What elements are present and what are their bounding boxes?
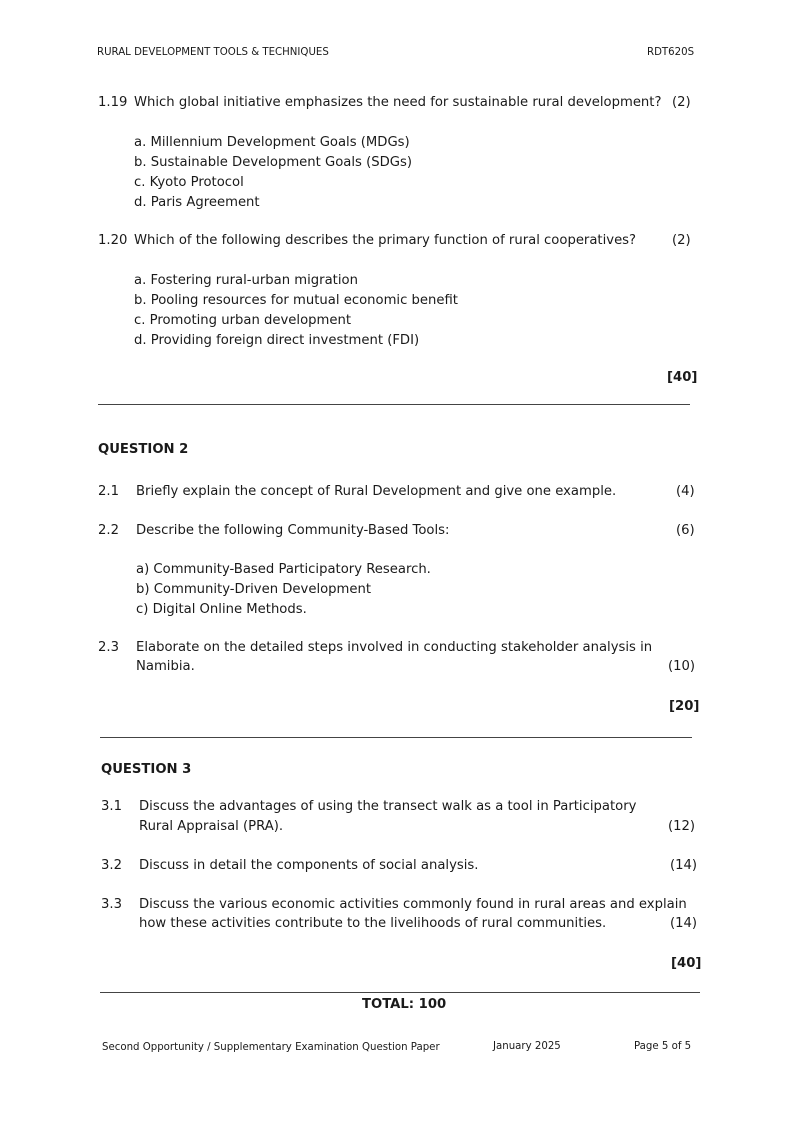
section-title: QUESTION 2 xyxy=(98,442,189,457)
section-title: QUESTION 3 xyxy=(101,762,192,777)
question-number: 2.1 xyxy=(98,484,119,499)
option: b. Sustainable Development Goals (SDGs) xyxy=(134,155,413,170)
question-text: Discuss the various economic activities commonly found in rural areas and explain xyxy=(139,897,687,912)
option: a. Fostering rural-urban migration xyxy=(134,273,358,288)
section-total: [20] xyxy=(669,699,700,714)
question-text-cont: Namibia. xyxy=(136,659,195,674)
section-total: [40] xyxy=(671,956,702,971)
question-text: Which of the following describes the primary function of rural cooperatives? xyxy=(134,233,637,248)
option: c. Kyoto Protocol xyxy=(134,175,244,190)
exam-date: January 2025 xyxy=(493,1041,561,1052)
question-number: 3.1 xyxy=(101,799,122,814)
course-title: RURAL DEVELOPMENT TOOLS & TECHNIQUES xyxy=(97,47,329,58)
question-marks: (6) xyxy=(676,523,695,538)
question-marks: (12) xyxy=(668,819,696,834)
question-text-cont: how these activities contribute to the livelihoods of rural communities. xyxy=(139,916,607,931)
question-marks: (14) xyxy=(670,858,698,873)
question-number: 2.2 xyxy=(98,523,119,538)
question-text: Describe the following Community-Based Tools: xyxy=(136,523,450,538)
course-code: RDT620S xyxy=(647,47,695,58)
question-number: 2.3 xyxy=(98,640,119,655)
question-marks: (4) xyxy=(676,484,695,499)
question-text: Discuss in detail the components of social analysis. xyxy=(139,858,479,873)
question-marks: (10) xyxy=(668,659,696,674)
option: c) Digital Online Methods. xyxy=(136,602,307,617)
divider xyxy=(100,737,692,738)
page-number: Page 5 of 5 xyxy=(634,1041,692,1052)
option: a. Millennium Development Goals (MDGs) xyxy=(134,135,410,150)
divider xyxy=(100,992,700,993)
question-number: 3.2 xyxy=(101,858,122,873)
option: b. Pooling resources for mutual economic benefit xyxy=(134,293,458,308)
option: b) Community-Driven Development xyxy=(136,582,372,597)
section-total: [40] xyxy=(667,370,698,385)
question-marks: (14) xyxy=(670,916,698,931)
option: d. Paris Agreement xyxy=(134,195,260,210)
grand-total: TOTAL: 100 xyxy=(362,997,447,1012)
question-number: 1.19 xyxy=(98,95,128,110)
question-text: Discuss the advantages of using the transect walk as a tool in Participatory xyxy=(139,799,637,814)
divider xyxy=(98,404,690,405)
option: a) Community-Based Participatory Research. xyxy=(136,562,431,577)
question-text: Elaborate on the detailed steps involved in conducting stakeholder analysis in xyxy=(136,640,653,655)
option: d. Providing foreign direct investment (FDI) xyxy=(134,333,420,348)
question-number: 3.3 xyxy=(101,897,122,912)
paper-type: Second Opportunity / Supplementary Examination Question Paper xyxy=(102,1042,440,1053)
question-number: 1.20 xyxy=(98,233,128,248)
option: c. Promoting urban development xyxy=(134,313,352,328)
question-marks: (2) xyxy=(672,233,691,248)
question-text-cont: Rural Appraisal (PRA). xyxy=(139,819,284,834)
question-text: Which global initiative emphasizes the need for sustainable rural development? xyxy=(134,95,662,110)
question-marks: (2) xyxy=(672,95,691,110)
question-text: Briefly explain the concept of Rural Development and give one example. xyxy=(136,484,617,499)
